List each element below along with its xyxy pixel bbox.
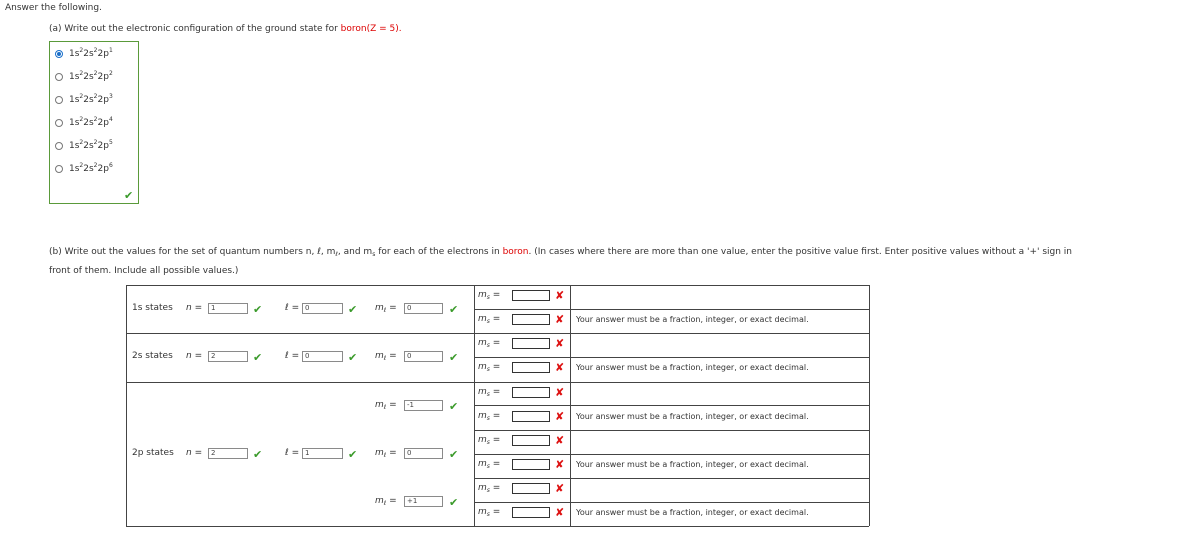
ms-label: $m_s$ =	[478, 387, 501, 398]
ms-input[interactable]	[512, 362, 550, 373]
error-message: Your answer must be a fraction, integer, or exact decimal.	[576, 363, 809, 372]
n-input[interactable]: 1	[208, 303, 248, 314]
radio-button[interactable]	[55, 96, 63, 104]
config-option-6[interactable]	[55, 162, 113, 176]
ms-row-divider	[474, 357, 869, 358]
ms-row-divider	[474, 430, 869, 431]
correct-check-icon: ✔	[253, 448, 263, 461]
correct-check-icon: ✔	[124, 189, 134, 202]
state-label: 2p states	[132, 448, 174, 458]
correct-check-icon: ✔	[253, 303, 263, 316]
correct-check-icon: ✔	[253, 351, 263, 364]
incorrect-x-icon: ✘	[555, 289, 565, 302]
incorrect-x-icon: ✘	[555, 434, 565, 447]
ms-label: $m_s$ =	[478, 483, 501, 494]
l-label: ℓ =	[285, 448, 300, 458]
n-label: n =	[186, 351, 203, 361]
ms-input[interactable]	[512, 387, 550, 398]
n-input[interactable]: 2	[208, 351, 248, 362]
element-name: boron	[340, 24, 367, 34]
ml-label: $m_\ell$ =	[375, 351, 397, 362]
ml-label: $m_\ell$ =	[375, 496, 397, 507]
ms-input[interactable]	[512, 507, 550, 518]
correct-check-icon: ✔	[449, 351, 459, 364]
ms-row-divider	[474, 478, 869, 479]
ms-label: $m_s$ =	[478, 338, 501, 349]
correct-check-icon: ✔	[348, 351, 358, 364]
ms-row-divider	[474, 454, 869, 455]
part-a-answer-box	[49, 41, 139, 204]
state-row-divider	[126, 382, 474, 383]
ms-row-divider	[474, 405, 869, 406]
correct-check-icon: ✔	[449, 448, 459, 461]
radio-button[interactable]	[55, 50, 63, 58]
ml-input[interactable]: -1	[404, 400, 443, 411]
config-option-1[interactable]	[55, 47, 113, 61]
correct-check-icon: ✔	[449, 496, 459, 509]
config-option-label: $1s^22s^22p^4$	[69, 116, 113, 128]
incorrect-x-icon: ✘	[555, 506, 565, 519]
l-label: ℓ =	[285, 351, 300, 361]
error-message: Your answer must be a fraction, integer, or exact decimal.	[576, 508, 809, 517]
n-input[interactable]: 2	[208, 448, 248, 459]
incorrect-x-icon: ✘	[555, 386, 565, 399]
correct-check-icon: ✔	[449, 400, 459, 413]
incorrect-x-icon: ✘	[555, 458, 565, 471]
radio-button[interactable]	[55, 73, 63, 81]
state-label: 1s states	[132, 303, 173, 313]
ml-label: $m_\ell$ =	[375, 448, 397, 459]
state-label: 2s states	[132, 351, 173, 361]
incorrect-x-icon: ✘	[555, 482, 565, 495]
ms-input[interactable]	[512, 314, 550, 325]
table-border-left	[126, 285, 127, 526]
instructions-text: Answer the following.	[5, 3, 102, 13]
error-message: Your answer must be a fraction, integer, or exact decimal.	[576, 460, 809, 469]
incorrect-x-icon: ✘	[555, 361, 565, 374]
config-option-2[interactable]	[55, 70, 113, 84]
ml-input[interactable]: 0	[404, 351, 443, 362]
incorrect-x-icon: ✘	[555, 410, 565, 423]
table-border-right	[869, 285, 870, 526]
config-option-4[interactable]	[55, 116, 113, 130]
state-row-divider	[126, 333, 474, 334]
config-option-label: $1s^22s^22p^6$	[69, 162, 113, 174]
ms-input[interactable]	[512, 435, 550, 446]
l-input[interactable]: 0	[302, 303, 343, 314]
ms-row-divider	[474, 309, 869, 310]
ms-row-divider	[474, 502, 869, 503]
config-option-3[interactable]	[55, 93, 113, 107]
ms-input[interactable]	[512, 483, 550, 494]
part-a-prompt: (a) Write out the electronic configuration of the ground state for boron(Z = 5).	[49, 24, 402, 34]
error-message: Your answer must be a fraction, integer, or exact decimal.	[576, 412, 809, 421]
radio-button[interactable]	[55, 165, 63, 173]
l-input[interactable]: 1	[302, 448, 343, 459]
ms-label: $m_s$ =	[478, 362, 501, 373]
correct-check-icon: ✔	[348, 448, 358, 461]
config-option-label: $1s^22s^22p^2$	[69, 70, 113, 82]
ml-input[interactable]: +1	[404, 496, 443, 507]
ml-input[interactable]: 0	[404, 448, 443, 459]
ms-row-divider	[474, 382, 869, 383]
incorrect-x-icon: ✘	[555, 337, 565, 350]
ms-input[interactable]	[512, 290, 550, 301]
config-option-5[interactable]	[55, 139, 113, 153]
config-option-label: $1s^22s^22p^5$	[69, 139, 113, 151]
ml-label: $m_\ell$ =	[375, 400, 397, 411]
ms-label: $m_s$ =	[478, 459, 501, 470]
incorrect-x-icon: ✘	[555, 313, 565, 326]
ml-label: $m_\ell$ =	[375, 303, 397, 314]
ms-input[interactable]	[512, 459, 550, 470]
part-b-prompt: (b) Write out the values for the set of quantum numbers n, ℓ, $m_\ell$, and $m_s$ for each of the electrons in boron. (In cases where there are more than one value, enter the positive value first. Enter positive values without a '+' sign in front of them. Include all possible values.)	[49, 247, 1072, 276]
ms-label: $m_s$ =	[478, 435, 501, 446]
ms-label: $m_s$ =	[478, 314, 501, 325]
l-label: ℓ =	[285, 303, 300, 313]
ms-label: $m_s$ =	[478, 411, 501, 422]
ms-input[interactable]	[512, 411, 550, 422]
correct-check-icon: ✔	[449, 303, 459, 316]
ms-label: $m_s$ =	[478, 290, 501, 301]
ms-label: $m_s$ =	[478, 507, 501, 518]
config-option-label: $1s^22s^22p^1$	[69, 47, 113, 59]
radio-button[interactable]	[55, 142, 63, 150]
correct-check-icon: ✔	[348, 303, 358, 316]
table-border-top	[126, 285, 869, 286]
n-label: n =	[186, 303, 203, 313]
radio-button[interactable]	[55, 119, 63, 127]
l-input[interactable]: 0	[302, 351, 343, 362]
config-option-label: $1s^22s^22p^3$	[69, 93, 113, 105]
ms-input[interactable]	[512, 338, 550, 349]
ml-input[interactable]: 0	[404, 303, 443, 314]
error-message: Your answer must be a fraction, integer, or exact decimal.	[576, 315, 809, 324]
ms-row-divider	[474, 333, 869, 334]
table-border-bottom	[126, 526, 869, 527]
n-label: n =	[186, 448, 203, 458]
